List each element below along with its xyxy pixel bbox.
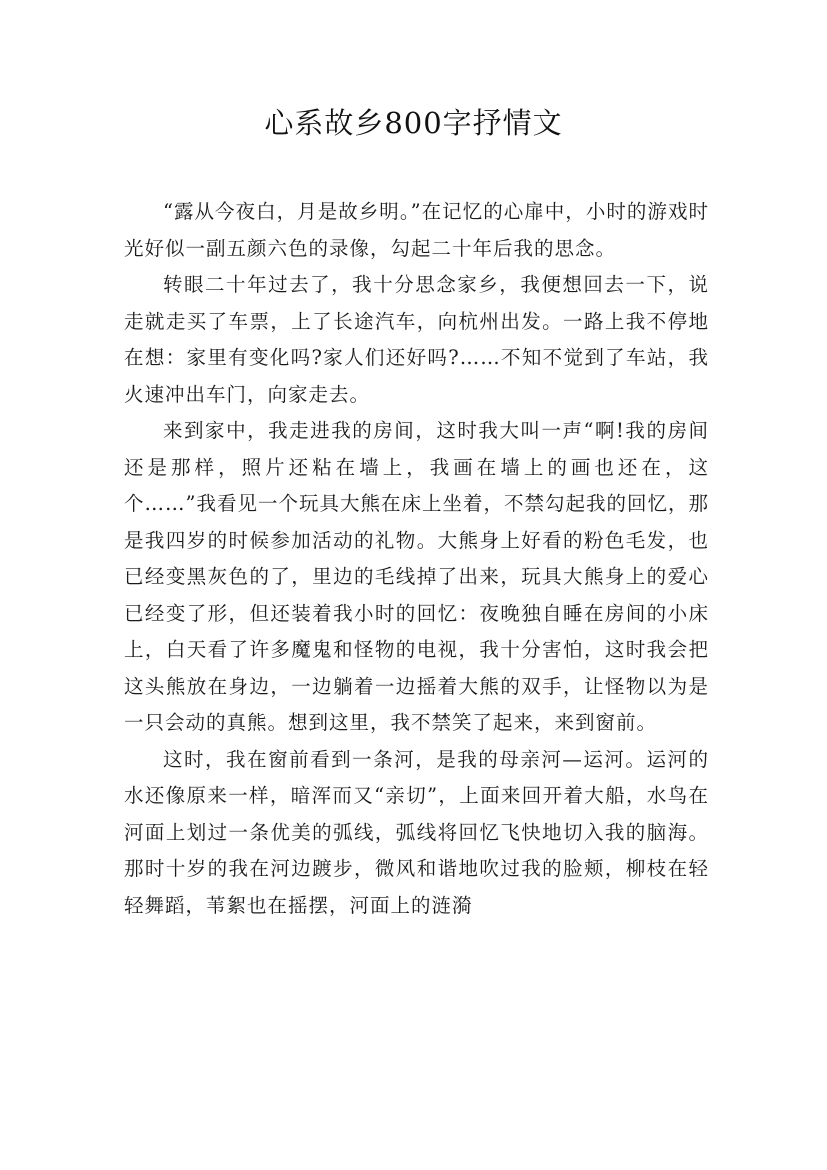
paragraph-4: 这时，我在窗前看到一条河，是我的母亲河—运河。运河的水还像原来一样，暗浑而又“亲切”，上面来回开着大船，水鸟在河面上划过一条优美的弧线，弧线将回忆飞快地切入我的脑海。那时十岁的我在河边踱步，微风和谐地吹过我的脸颊，柳枝在轻轻舞蹈，苇絮也在摇摆，河面上的涟漪 bbox=[124, 747, 709, 917]
document-title: 心系故乡800字抒情文 bbox=[264, 106, 563, 140]
paragraph-2: 转眼二十年过去了，我十分思念家乡，我便想回去一下，说走就走买了车票，上了长途汽车，向杭州出发。一路上我不停地在想：家里有变化吗?家人们还好吗?……不知不觉到了车站，我火速冲出车门，向家走去。 bbox=[124, 273, 709, 406]
paragraph-3: 来到家中，我走进我的房间，这时我大叫一声“啊!我的房间还是那样，照片还粘在墙上，我画在墙上的画也还在，这个……”我看见一个玩具大熊在床上坐着，不禁勾起我的回忆，那是我四岁的时候参加活动的礼物。大熊身上好看的粉色毛发，也已经变黑灰色的了，里边的毛线掉了出来，玩具大熊身上的爱心已经变了形，但还装着我小时的回忆：夜晚独自睡在房间的小床上，白天看了许多魔鬼和怪物的电视，我十分害怕，这时我会把这头熊放在身边，一边躺着一边摇着大熊的双手，让怪物以为是一只会动的真熊。想到这里，我不禁笑了起来，来到窗前。 bbox=[124, 419, 709, 734]
paragraph-1: “露从今夜白，月是故乡明。”在记忆的心扉中，小时的游戏时光好似一副五颜六色的录像，勾起二十年后我的思念。 bbox=[124, 200, 709, 260]
document-body bbox=[124, 194, 709, 924]
